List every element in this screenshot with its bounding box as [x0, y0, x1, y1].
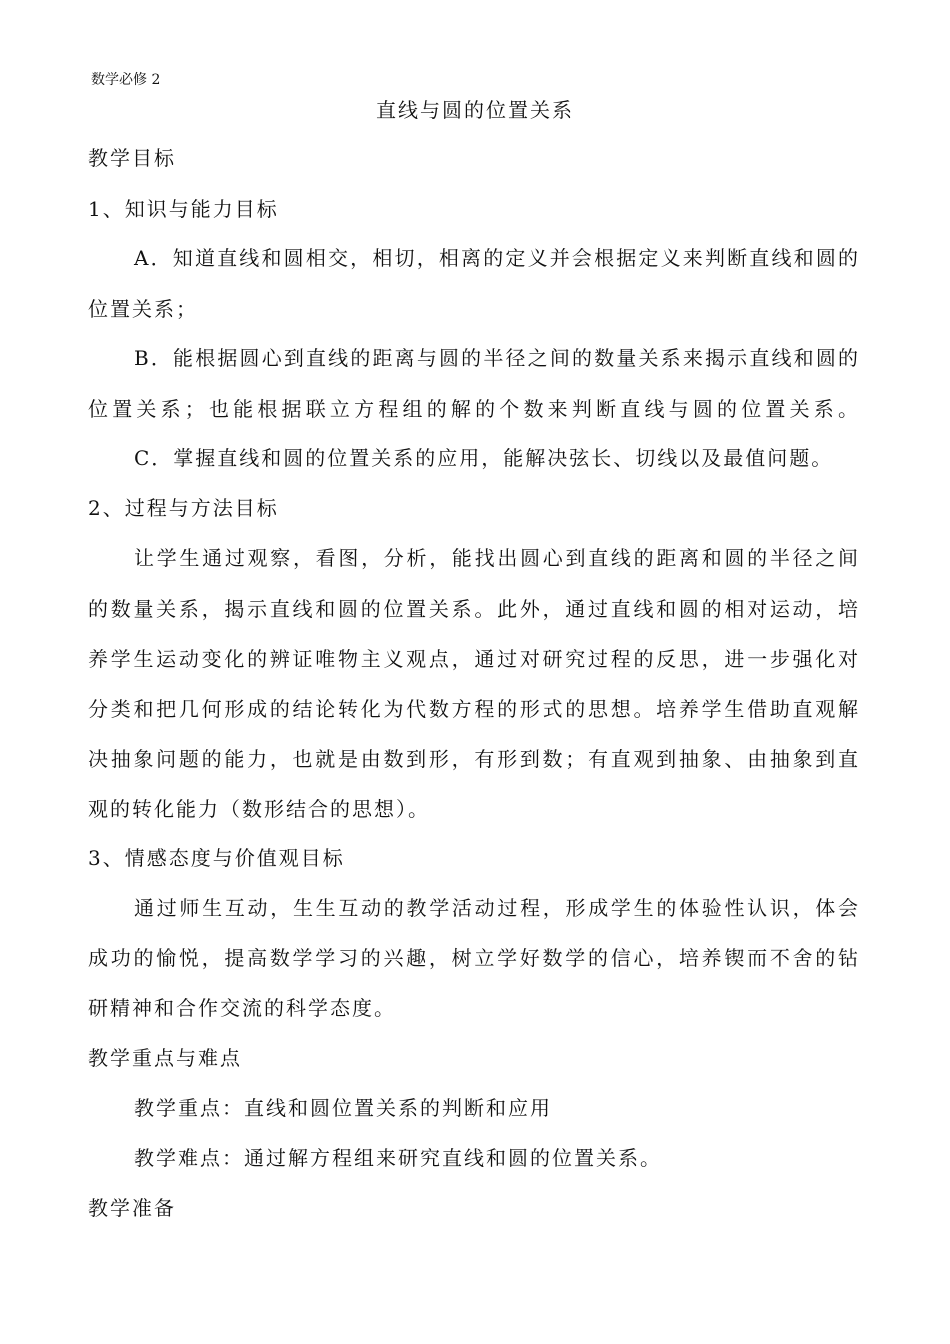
paragraph-line: 研精神和合作交流的科学态度。 [88, 996, 396, 1020]
section-heading-objectives: 教学目标 [88, 146, 176, 170]
subheading-attitude: 3、情感态度与价值观目标 [88, 846, 345, 870]
paragraph-line: 的数量关系，揭示直线和圆的位置关系。此外，通过直线和圆的相对运动，培 [88, 597, 860, 621]
paragraph-line: 位置关系；也能根据联立方程组的解的个数来判断直线与圆的位置关系。 [88, 397, 860, 421]
paragraph-line: B．能根据圆心到直线的距离与圆的半径之间的数量关系来揭示直线和圆的 [134, 346, 860, 370]
section-heading-key-points: 教学重点与难点 [88, 1046, 242, 1070]
difficult-point-line: 教学难点：通过解方程组来研究直线和圆的位置关系。 [134, 1146, 662, 1170]
paragraph-line: 位置关系； [88, 297, 198, 321]
header-label: 数学必修 2 [91, 72, 161, 88]
paragraph-line: C．掌握直线和圆的位置关系的应用，能解决弦长、切线以及最值问题。 [134, 446, 834, 470]
subheading-knowledge: 1、知识与能力目标 [88, 197, 279, 221]
paragraph-line: 养学生运动变化的辨证唯物主义观点，通过对研究过程的反思，进一步强化对 [88, 647, 860, 671]
paragraph-line: 分类和把几何形成的结论转化为代数方程的形式的思想。培养学生借助直观解 [88, 697, 860, 721]
document-title: 直线与圆的位置关系 [376, 98, 574, 122]
paragraph-line: A．知道直线和圆相交，相切，相离的定义并会根据定义来判断直线和圆的 [134, 246, 860, 270]
paragraph-line: 通过师生互动，生生互动的教学活动过程，形成学生的体验性认识，体会 [134, 896, 860, 920]
paragraph-line: 决抽象问题的能力，也就是由数到形，有形到数；有直观到抽象、由抽象到直 [88, 747, 860, 771]
paragraph-line: 观的转化能力（数形结合的思想）。 [88, 797, 430, 821]
section-heading-preparation: 教学准备 [88, 1196, 176, 1220]
subheading-process: 2、过程与方法目标 [88, 496, 279, 520]
paragraph-line: 让学生通过观察，看图，分析，能找出圆心到直线的距离和圆的半径之间 [134, 546, 860, 570]
paragraph-line: 成功的愉悦，提高数学学习的兴趣，树立学好数学的信心，培养锲而不舍的钻 [88, 946, 860, 970]
key-point-line: 教学重点：直线和圆位置关系的判断和应用 [134, 1096, 552, 1120]
